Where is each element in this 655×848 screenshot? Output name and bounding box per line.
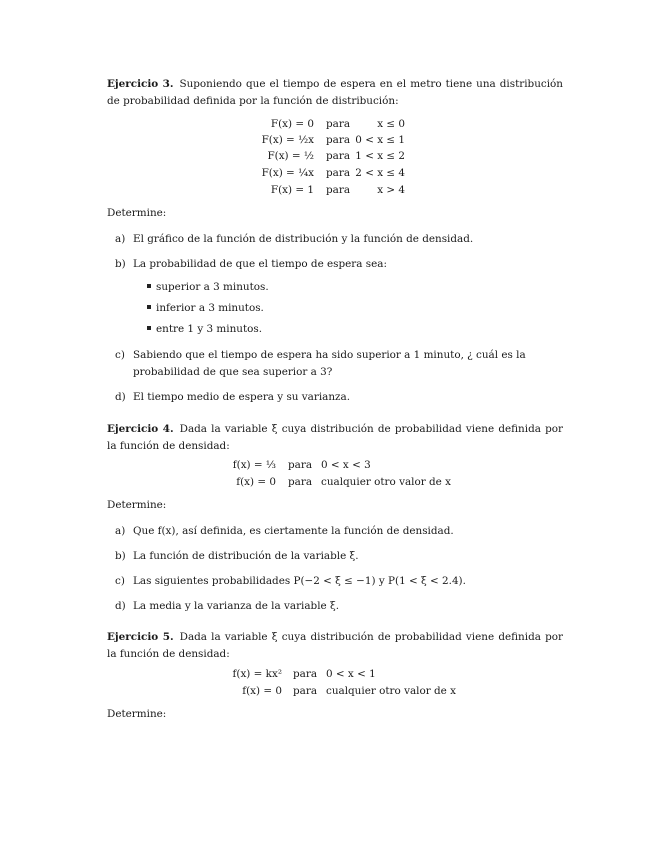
bullet-icon [147,305,151,309]
ej3-row-1-lhs: F(x) = 0 [270,118,314,130]
ej3-row-3-lhs: F(x) = ½ [267,150,314,162]
ej3-row-4-lhs: F(x) = ¼x [261,167,314,179]
ej5-row-1-cond: 0 < x < 1 [326,668,376,680]
ej3-row-5-lhs: F(x) = 1 [270,184,314,196]
ej3-bullet-1-text: superior a 3 minutos. [156,281,269,293]
ej3-title: Ejercicio 3. [107,78,174,90]
ej3-item-c [115,347,563,381]
ej3-row-2-lhs: F(x) = ½x [261,134,314,146]
ej3-row-2-para: para [326,134,351,146]
ej5-row-2-lhs: f(x) = 0 [242,685,282,697]
ej4-item-a [115,523,563,540]
ej4-item-d-text: La media y la varianza de la variable ξ. [133,600,340,612]
ej3-row-1-para: para [326,118,351,130]
ej4-item-c-label: c) [115,575,125,587]
ej5-intro: Dada la variable ξ cuya distribución de probabilidad viene definida por la función de densidad: [107,631,563,660]
ej3-item-a [115,231,563,248]
ej3-row-3-cond: 1 < x ≤ 2 [355,150,405,162]
ej3-item-d-text: El tiempo medio de espera y su varianza. [133,391,351,403]
ej4-title: Ejercicio 4. [107,423,174,435]
ej3-determine: Determine: [107,207,167,219]
ej3-bullet-2-text: inferior a 3 minutos. [156,302,264,314]
bullet-icon [147,284,151,288]
ej3-row-4-para: para [326,167,351,179]
ej4-item-b-text: La función de distribución de la variable ξ. [133,550,359,562]
ej4-row-1-para: para [288,459,313,471]
ej3-item-b [115,256,563,273]
ej4-row-2-lhs: f(x) = 0 [236,476,276,488]
ej3-row-4-cond: 2 < x ≤ 4 [355,167,405,179]
ej4-item-b-label: b) [115,550,126,562]
ej5-row-1-para: para [293,668,318,680]
ej4-item-d-label: d) [115,600,126,612]
ej3-row-5-cond: x > 4 [377,184,405,196]
ej5-determine: Determine: [107,708,167,720]
ej3-bullet-1 [147,281,269,293]
ej5-row-2-para: para [293,685,318,697]
ej3-row-2-cond: 0 < x ≤ 1 [355,134,405,146]
ej3-intro: Suponiendo que el tiempo de espera en el metro tiene una distribución de probabilidad definida por la función de distribución: [107,78,563,107]
ej3-item-c-label: c) [115,349,125,361]
ej4-row-1-cond: 0 < x < 3 [321,459,371,471]
ej5-paragraph [107,629,563,663]
ej3-paragraph [107,76,563,110]
ej4-determine: Determine: [107,499,167,511]
ej4-intro: Dada la variable ξ cuya distribución de probabilidad viene definida por la función de densidad: [107,423,563,452]
ej3-row-5-para: para [326,184,351,196]
ej4-item-d [115,598,563,615]
ej4-item-c-text: Las siguientes probabilidades P(−2 < ξ ≤ −1) y P(1 < ξ < 2.4). [133,575,466,587]
ej5-row-1-lhs: f(x) = kx² [232,668,282,680]
ej3-item-d [115,389,563,406]
bullet-icon [147,326,151,330]
ej3-bullet-2 [147,302,264,314]
ej3-row-3-para: para [326,150,351,162]
ej3-item-b-text: La probabilidad de que el tiempo de espera sea: [133,258,387,270]
ej4-row-2-para: para [288,476,313,488]
ej4-row-1-lhs: f(x) = ⅓ [232,459,276,471]
ej3-bullet-3-text: entre 1 y 3 minutos. [156,323,263,335]
ej3-item-b-label: b) [115,258,126,270]
ej4-row-2-cond: cualquier otro valor de x [321,476,451,488]
ej5-row-2-cond: cualquier otro valor de x [326,685,456,697]
ej3-bullet-3 [147,323,262,335]
ej5-title: Ejercicio 5. [107,631,174,643]
ej4-paragraph [107,421,563,455]
ej3-item-c-text: Sabiendo que el tiempo de espera ha sido superior a 1 minuto, ¿ cuál es la probabilidad de que sea superior a 3? [133,349,526,378]
ej4-item-c [115,573,563,590]
ej4-item-a-label: a) [115,525,126,537]
ej3-item-d-label: d) [115,391,126,403]
ej3-row-1-cond: x ≤ 0 [377,118,405,130]
ej4-item-b [115,548,563,565]
ej3-item-a-text: El gráfico de la función de distribución y la función de densidad. [133,233,474,245]
ej3-item-a-label: a) [115,233,126,245]
ej4-item-a-text: Que f(x), así definida, es ciertamente la función de densidad. [133,525,454,537]
